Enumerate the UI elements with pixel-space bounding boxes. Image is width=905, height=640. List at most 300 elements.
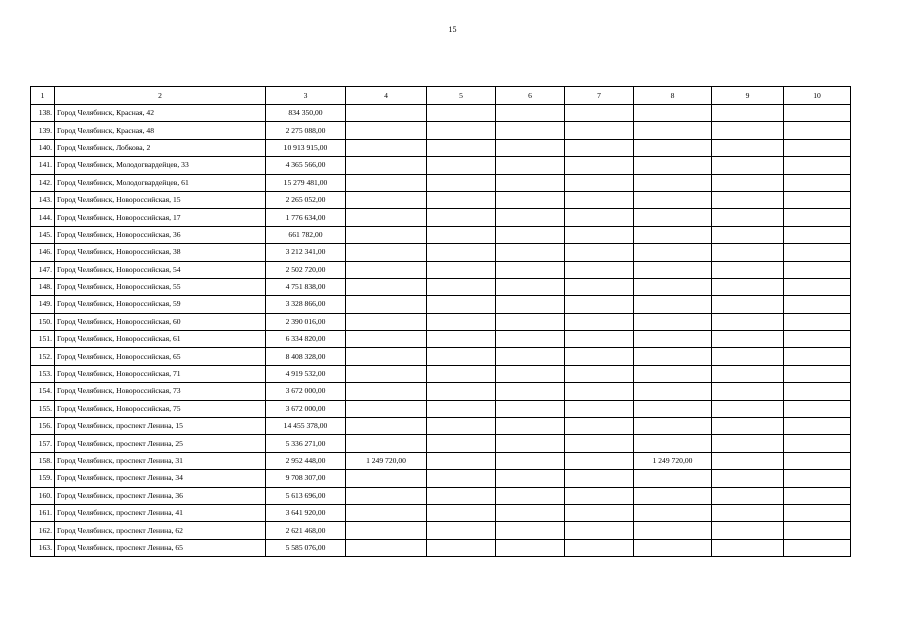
column-header: 3: [266, 87, 346, 105]
address-cell: Город Челябинск, Молодогвардейцев, 61: [55, 174, 266, 191]
amount-cell: [496, 365, 565, 382]
amount-cell: [427, 452, 496, 469]
table-row: [31, 522, 851, 539]
amount-cell: [565, 209, 634, 226]
amount-cell: [784, 452, 851, 469]
amount-cell: [784, 400, 851, 417]
amount-cell: 2 952 448,00: [266, 452, 346, 469]
amount-cell: [634, 157, 712, 174]
address-cell: Город Челябинск, проспект Ленина, 15: [55, 418, 266, 435]
table-row: [31, 331, 851, 348]
amount-cell: [712, 383, 784, 400]
table-row: [31, 383, 851, 400]
row-number-cell: 149.: [31, 296, 55, 313]
table-row: [31, 470, 851, 487]
address-cell: Город Челябинск, проспект Ленина, 34: [55, 470, 266, 487]
amount-cell: [427, 504, 496, 521]
table-row: [31, 296, 851, 313]
amount-cell: [346, 331, 427, 348]
amount-cell: [634, 539, 712, 556]
amount-cell: 4 919 532,00: [266, 365, 346, 382]
amount-cell: [427, 487, 496, 504]
amount-cell: [712, 470, 784, 487]
row-number-cell: 148.: [31, 278, 55, 295]
address-cell: Город Челябинск, Молодогвардейцев, 33: [55, 157, 266, 174]
amount-cell: [496, 539, 565, 556]
amount-cell: [634, 487, 712, 504]
column-header: 6: [496, 87, 565, 105]
amount-cell: [712, 226, 784, 243]
amount-cell: [496, 470, 565, 487]
amount-cell: [346, 209, 427, 226]
amount-cell: [346, 296, 427, 313]
address-cell: Город Челябинск, проспект Ленина, 62: [55, 522, 266, 539]
amount-cell: [496, 191, 565, 208]
amount-cell: [784, 348, 851, 365]
amount-cell: 1 776 634,00: [266, 209, 346, 226]
row-number-cell: 157.: [31, 435, 55, 452]
amount-cell: [427, 226, 496, 243]
row-number-cell: 140.: [31, 139, 55, 156]
amount-cell: 8 408 328,00: [266, 348, 346, 365]
address-cell: Город Челябинск, Новороссийская, 71: [55, 365, 266, 382]
amount-cell: 2 502 720,00: [266, 261, 346, 278]
row-number-cell: 151.: [31, 331, 55, 348]
column-header: 7: [565, 87, 634, 105]
amount-cell: [784, 418, 851, 435]
amount-cell: [346, 157, 427, 174]
amount-cell: [634, 191, 712, 208]
amount-cell: 2 621 468,00: [266, 522, 346, 539]
address-cell: Город Челябинск, Новороссийская, 15: [55, 191, 266, 208]
amount-cell: [565, 383, 634, 400]
amount-cell: [427, 105, 496, 122]
amount-cell: [565, 139, 634, 156]
amount-cell: [784, 539, 851, 556]
table-row: [31, 174, 851, 191]
amount-cell: [712, 174, 784, 191]
amount-cell: [634, 139, 712, 156]
amount-cell: [565, 487, 634, 504]
table-row: [31, 122, 851, 139]
table-header-row: [31, 87, 851, 105]
amount-cell: 5 336 271,00: [266, 435, 346, 452]
amount-cell: 6 334 820,00: [266, 331, 346, 348]
amount-cell: [634, 435, 712, 452]
row-number-cell: 160.: [31, 487, 55, 504]
amount-cell: [346, 487, 427, 504]
table-row: [31, 435, 851, 452]
address-cell: Город Челябинск, Новороссийская, 65: [55, 348, 266, 365]
amount-cell: [634, 418, 712, 435]
row-number-cell: 138.: [31, 105, 55, 122]
column-header: 5: [427, 87, 496, 105]
amount-cell: [784, 296, 851, 313]
column-header: 10: [784, 87, 851, 105]
amount-cell: [565, 296, 634, 313]
address-cell: Город Челябинск, проспект Ленина, 65: [55, 539, 266, 556]
amount-cell: [346, 365, 427, 382]
amount-cell: [784, 435, 851, 452]
row-number-cell: 152.: [31, 348, 55, 365]
address-cell: Город Челябинск, Новороссийская, 54: [55, 261, 266, 278]
amount-cell: [784, 209, 851, 226]
table-row: [31, 418, 851, 435]
amount-cell: [496, 331, 565, 348]
amount-cell: [784, 157, 851, 174]
amount-cell: [346, 383, 427, 400]
amount-cell: [784, 174, 851, 191]
amount-cell: [784, 278, 851, 295]
amount-cell: 3 212 341,00: [266, 244, 346, 261]
amount-cell: [427, 122, 496, 139]
amount-cell: [712, 296, 784, 313]
amount-cell: [427, 435, 496, 452]
amount-cell: [712, 157, 784, 174]
amount-cell: [496, 348, 565, 365]
amount-cell: [565, 157, 634, 174]
row-number-cell: 146.: [31, 244, 55, 261]
data-table: [30, 86, 851, 557]
amount-cell: [784, 470, 851, 487]
amount-cell: [496, 209, 565, 226]
amount-cell: [784, 244, 851, 261]
row-number-cell: 144.: [31, 209, 55, 226]
amount-cell: [565, 452, 634, 469]
amount-cell: [346, 226, 427, 243]
table-row: [31, 209, 851, 226]
amount-cell: [496, 261, 565, 278]
amount-cell: [565, 418, 634, 435]
row-number-cell: 147.: [31, 261, 55, 278]
address-cell: Город Челябинск, Новороссийская, 73: [55, 383, 266, 400]
amount-cell: [427, 383, 496, 400]
amount-cell: 4 365 566,00: [266, 157, 346, 174]
amount-cell: [346, 139, 427, 156]
amount-cell: [496, 226, 565, 243]
amount-cell: [634, 504, 712, 521]
amount-cell: [565, 365, 634, 382]
amount-cell: [427, 139, 496, 156]
amount-cell: [565, 539, 634, 556]
amount-cell: [634, 331, 712, 348]
page-number: 15: [448, 25, 457, 34]
amount-cell: [712, 365, 784, 382]
amount-cell: [496, 522, 565, 539]
address-cell: Город Челябинск, проспект Ленина, 31: [55, 452, 266, 469]
amount-cell: [634, 400, 712, 417]
amount-cell: [427, 313, 496, 330]
row-number-cell: 158.: [31, 452, 55, 469]
amount-cell: [496, 400, 565, 417]
amount-cell: 2 265 052,00: [266, 191, 346, 208]
table-row: [31, 105, 851, 122]
amount-cell: [496, 174, 565, 191]
amount-cell: [634, 313, 712, 330]
amount-cell: [565, 435, 634, 452]
amount-cell: 5 585 076,00: [266, 539, 346, 556]
amount-cell: [427, 244, 496, 261]
amount-cell: [427, 522, 496, 539]
amount-cell: [346, 539, 427, 556]
amount-cell: [712, 348, 784, 365]
amount-cell: [565, 504, 634, 521]
amount-cell: [784, 331, 851, 348]
table-row: [31, 278, 851, 295]
amount-cell: [427, 157, 496, 174]
row-number-cell: 159.: [31, 470, 55, 487]
amount-cell: [784, 105, 851, 122]
row-number-cell: 155.: [31, 400, 55, 417]
amount-cell: [346, 400, 427, 417]
table-row: [31, 365, 851, 382]
amount-cell: [496, 157, 565, 174]
amount-cell: [427, 331, 496, 348]
row-number-cell: 150.: [31, 313, 55, 330]
amount-cell: 1 249 720,00: [346, 452, 427, 469]
amount-cell: [712, 278, 784, 295]
table-row: [31, 487, 851, 504]
column-header: 9: [712, 87, 784, 105]
amount-cell: [346, 278, 427, 295]
table-row: [31, 261, 851, 278]
amount-cell: [712, 105, 784, 122]
amount-cell: [784, 191, 851, 208]
amount-cell: [634, 522, 712, 539]
amount-cell: [634, 122, 712, 139]
amount-cell: [565, 400, 634, 417]
amount-cell: [634, 383, 712, 400]
amount-cell: [565, 348, 634, 365]
amount-cell: [784, 122, 851, 139]
amount-cell: [634, 470, 712, 487]
amount-cell: 834 350,00: [266, 105, 346, 122]
amount-cell: [712, 139, 784, 156]
amount-cell: [634, 261, 712, 278]
row-number-cell: 154.: [31, 383, 55, 400]
address-cell: Город Челябинск, Новороссийская, 38: [55, 244, 266, 261]
amount-cell: [346, 435, 427, 452]
amount-cell: [565, 470, 634, 487]
amount-cell: [496, 487, 565, 504]
amount-cell: [346, 122, 427, 139]
address-cell: Город Челябинск, проспект Ленина, 25: [55, 435, 266, 452]
amount-cell: 14 455 378,00: [266, 418, 346, 435]
amount-cell: [565, 226, 634, 243]
amount-cell: [784, 226, 851, 243]
amount-cell: [346, 504, 427, 521]
amount-cell: 5 613 696,00: [266, 487, 346, 504]
table-body: [31, 105, 851, 557]
address-cell: Город Челябинск, проспект Ленина, 41: [55, 504, 266, 521]
amount-cell: [634, 105, 712, 122]
amount-cell: [496, 139, 565, 156]
amount-cell: 3 641 920,00: [266, 504, 346, 521]
amount-cell: [496, 122, 565, 139]
amount-cell: 9 708 307,00: [266, 470, 346, 487]
row-number-cell: 145.: [31, 226, 55, 243]
address-cell: Город Челябинск, Новороссийская, 36: [55, 226, 266, 243]
amount-cell: [427, 296, 496, 313]
amount-cell: [712, 452, 784, 469]
amount-cell: [712, 191, 784, 208]
address-cell: Город Челябинск, Новороссийская, 61: [55, 331, 266, 348]
amount-cell: 3 672 000,00: [266, 383, 346, 400]
address-cell: Город Челябинск, Лобкова, 2: [55, 139, 266, 156]
amount-cell: [712, 261, 784, 278]
amount-cell: [712, 435, 784, 452]
amount-cell: [565, 191, 634, 208]
amount-cell: [496, 244, 565, 261]
table-row: [31, 348, 851, 365]
amount-cell: [565, 278, 634, 295]
column-header: 8: [634, 87, 712, 105]
amount-cell: [427, 348, 496, 365]
amount-cell: [712, 522, 784, 539]
amount-cell: [712, 122, 784, 139]
address-cell: Город Челябинск, проспект Ленина, 36: [55, 487, 266, 504]
amount-cell: [784, 365, 851, 382]
amount-cell: [712, 487, 784, 504]
row-number-cell: 162.: [31, 522, 55, 539]
amount-cell: [427, 261, 496, 278]
amount-cell: [346, 244, 427, 261]
amount-cell: [712, 504, 784, 521]
amount-cell: [712, 331, 784, 348]
amount-cell: [427, 400, 496, 417]
amount-cell: [427, 209, 496, 226]
address-cell: Город Челябинск, Новороссийская, 55: [55, 278, 266, 295]
address-cell: Город Челябинск, Новороссийская, 59: [55, 296, 266, 313]
amount-cell: [634, 174, 712, 191]
amount-cell: [427, 470, 496, 487]
amount-cell: [496, 105, 565, 122]
row-number-cell: 143.: [31, 191, 55, 208]
amount-cell: [712, 244, 784, 261]
amount-cell: [784, 313, 851, 330]
amount-cell: [784, 261, 851, 278]
amount-cell: 3 328 866,00: [266, 296, 346, 313]
amount-cell: [346, 174, 427, 191]
column-header: 2: [55, 87, 266, 105]
amount-cell: [565, 331, 634, 348]
column-header: 1: [31, 87, 55, 105]
amount-cell: [565, 313, 634, 330]
amount-cell: [346, 191, 427, 208]
address-cell: Город Челябинск, Красная, 42: [55, 105, 266, 122]
amount-cell: 4 751 838,00: [266, 278, 346, 295]
amount-cell: [712, 418, 784, 435]
row-number-cell: 156.: [31, 418, 55, 435]
amount-cell: [427, 174, 496, 191]
amount-cell: [427, 418, 496, 435]
amount-cell: 10 913 915,00: [266, 139, 346, 156]
amount-cell: [565, 261, 634, 278]
amount-cell: [427, 191, 496, 208]
address-cell: Город Челябинск, Красная, 48: [55, 122, 266, 139]
amount-cell: [496, 296, 565, 313]
amount-cell: [346, 522, 427, 539]
table-row: [31, 157, 851, 174]
row-number-cell: 142.: [31, 174, 55, 191]
amount-cell: [565, 244, 634, 261]
table-row: [31, 313, 851, 330]
amount-cell: [634, 296, 712, 313]
row-number-cell: 141.: [31, 157, 55, 174]
amount-cell: [427, 539, 496, 556]
table-row: [31, 539, 851, 556]
table-row: [31, 191, 851, 208]
amount-cell: [565, 522, 634, 539]
address-cell: Город Челябинск, Новороссийская, 60: [55, 313, 266, 330]
row-number-cell: 163.: [31, 539, 55, 556]
amount-cell: [712, 400, 784, 417]
amount-cell: [496, 504, 565, 521]
address-cell: Город Челябинск, Новороссийская, 75: [55, 400, 266, 417]
table-row: [31, 139, 851, 156]
amount-cell: [712, 539, 784, 556]
table-row: [31, 452, 851, 469]
amount-cell: [784, 504, 851, 521]
amount-cell: [634, 226, 712, 243]
amount-cell: [784, 139, 851, 156]
column-header: 4: [346, 87, 427, 105]
row-number-cell: 153.: [31, 365, 55, 382]
amount-cell: [346, 470, 427, 487]
amount-cell: [565, 174, 634, 191]
table-row: [31, 226, 851, 243]
address-cell: Город Челябинск, Новороссийская, 17: [55, 209, 266, 226]
amount-cell: [496, 435, 565, 452]
amount-cell: [346, 105, 427, 122]
amount-cell: 1 249 720,00: [634, 452, 712, 469]
amount-cell: 15 279 481,00: [266, 174, 346, 191]
table-row: [31, 244, 851, 261]
amount-cell: [634, 244, 712, 261]
amount-cell: [496, 383, 565, 400]
amount-cell: [496, 313, 565, 330]
amount-cell: [427, 365, 496, 382]
row-number-cell: 161.: [31, 504, 55, 521]
amount-cell: [565, 122, 634, 139]
amount-cell: [712, 209, 784, 226]
amount-cell: [346, 418, 427, 435]
amount-cell: [496, 418, 565, 435]
amount-cell: [496, 452, 565, 469]
amount-cell: [427, 278, 496, 295]
table-row: [31, 504, 851, 521]
amount-cell: [634, 348, 712, 365]
amount-cell: [346, 313, 427, 330]
table-row: [31, 400, 851, 417]
amount-cell: [634, 365, 712, 382]
amount-cell: [712, 313, 784, 330]
amount-cell: 661 782,00: [266, 226, 346, 243]
amount-cell: [784, 383, 851, 400]
row-number-cell: 139.: [31, 122, 55, 139]
amount-cell: [496, 278, 565, 295]
amount-cell: [565, 105, 634, 122]
amount-cell: [346, 348, 427, 365]
amount-cell: [784, 487, 851, 504]
amount-cell: 2 390 016,00: [266, 313, 346, 330]
amount-cell: [346, 261, 427, 278]
amount-cell: 3 672 000,00: [266, 400, 346, 417]
amount-cell: [634, 209, 712, 226]
amount-cell: 2 275 088,00: [266, 122, 346, 139]
amount-cell: [634, 278, 712, 295]
amount-cell: [784, 522, 851, 539]
